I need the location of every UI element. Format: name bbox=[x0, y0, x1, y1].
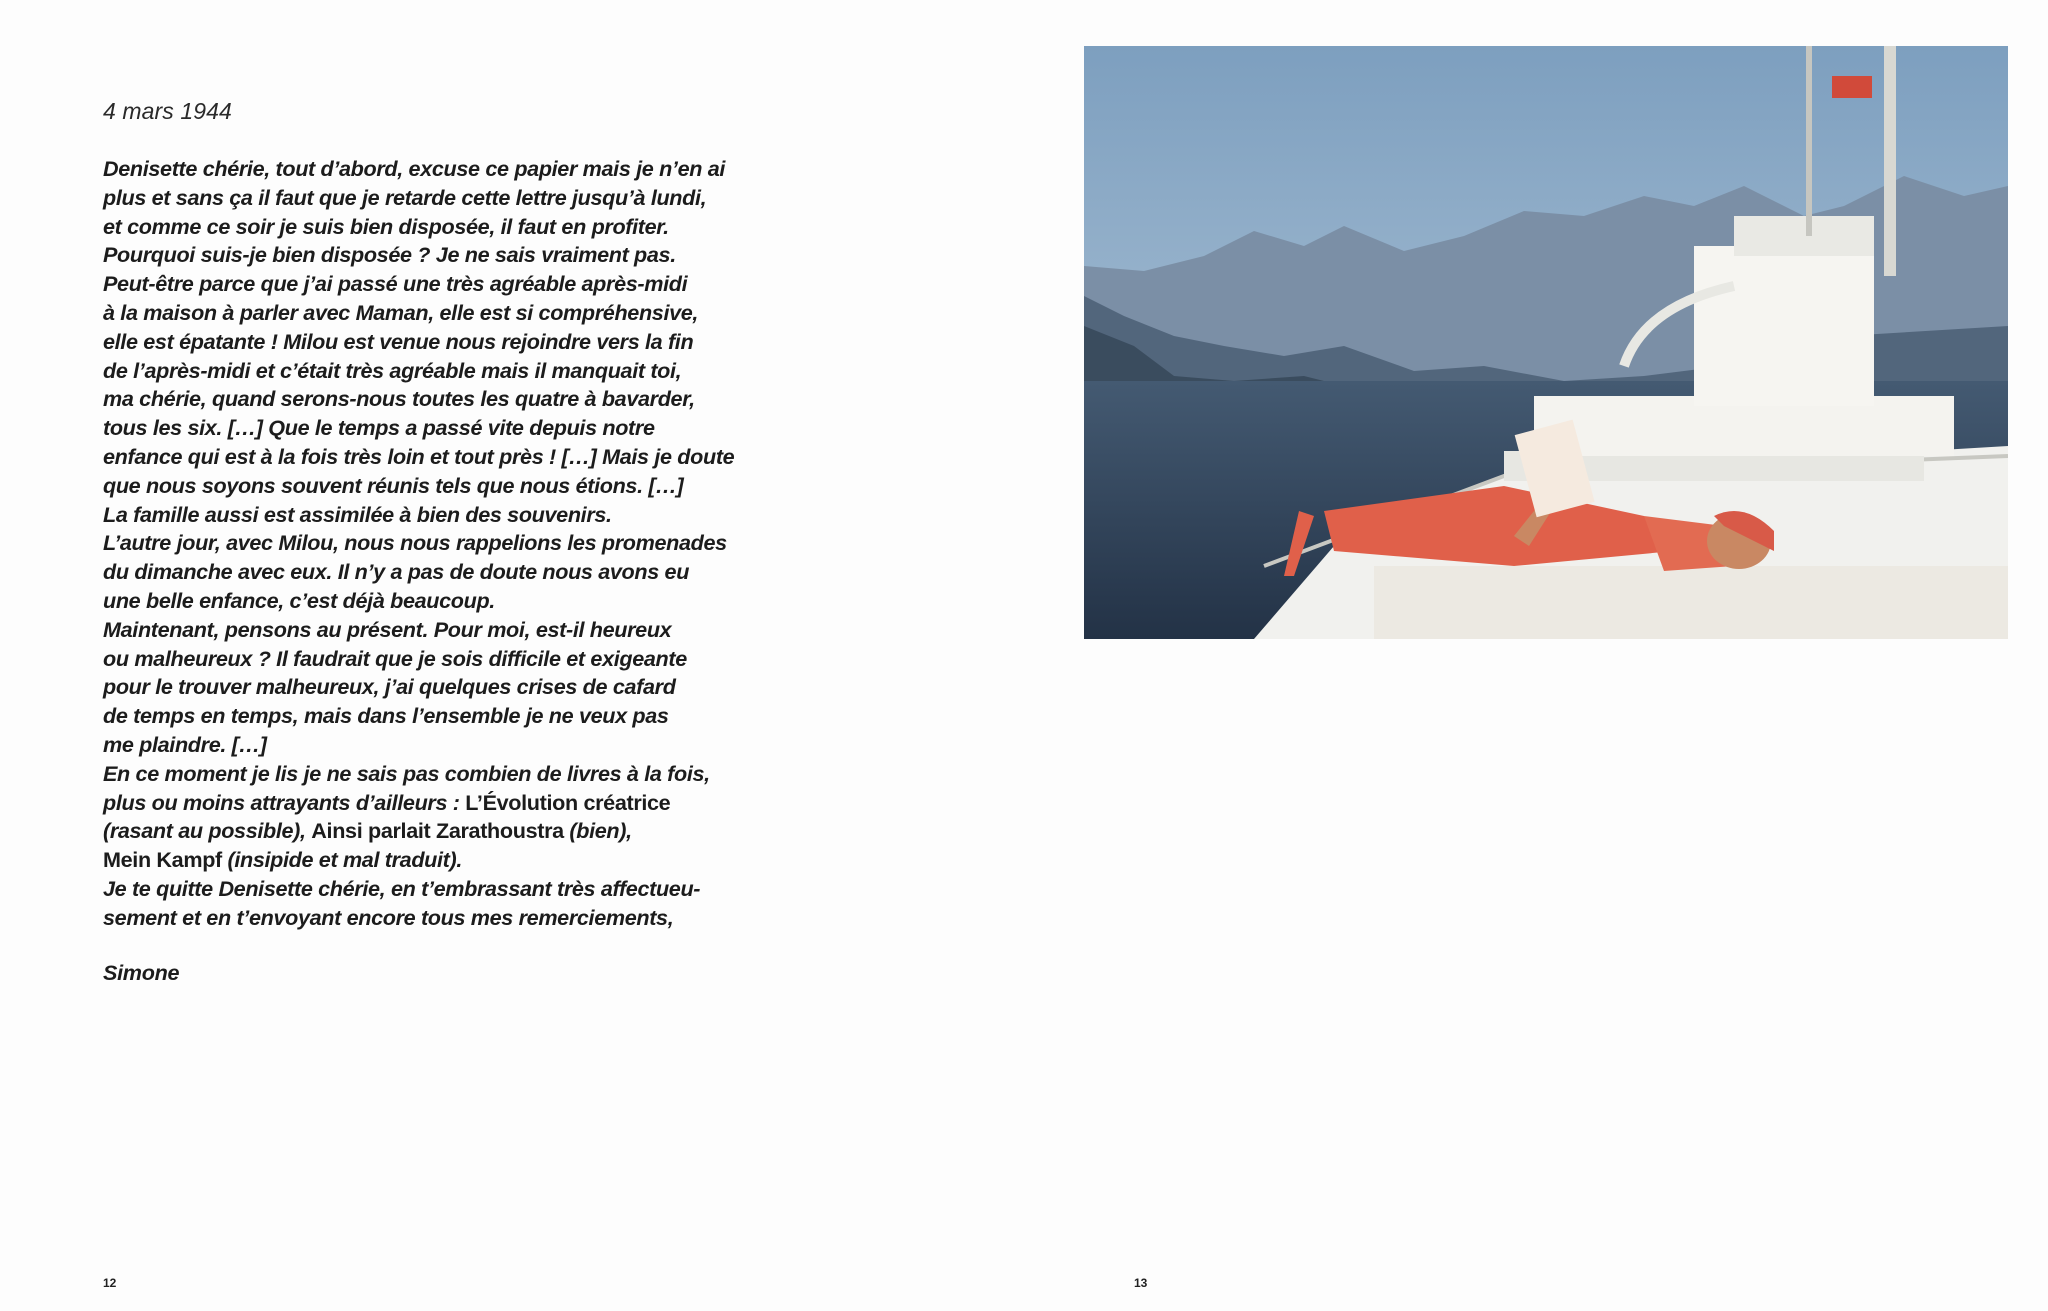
letter-line bbox=[103, 558, 803, 587]
letter-line bbox=[103, 875, 803, 904]
letter-text: que nous soyons souvent réunis tels que nous étions. […] bbox=[103, 472, 684, 498]
letter-line bbox=[103, 155, 803, 184]
letter-line bbox=[103, 529, 803, 558]
letter-text: sement et en t’envoyant encore tous mes remerciements, bbox=[103, 904, 674, 930]
right-page bbox=[1024, 0, 2048, 1311]
letter-line bbox=[103, 673, 803, 702]
letter-line bbox=[103, 789, 803, 818]
letter-body bbox=[103, 155, 803, 933]
letter-line bbox=[103, 904, 803, 933]
letter-text: à la maison à parler avec Maman, elle est si compréhensive, bbox=[103, 299, 699, 325]
letter-text: tous les six. […] Que le temps a passé vite depuis notre bbox=[103, 415, 655, 441]
letter-line bbox=[103, 385, 803, 414]
letter-text: La famille aussi est assimilée à bien des souvenirs. bbox=[103, 501, 612, 527]
letter-text: plus ou moins attrayants d’ailleurs : bbox=[103, 789, 466, 815]
letter-text: Je te quitte Denisette chérie, en t’embrassant très affectueu- bbox=[103, 875, 701, 901]
letter-text: de temps en temps, mais dans l’ensemble je ne veux pas bbox=[103, 703, 669, 729]
book-title: Mein Kampf bbox=[103, 847, 222, 873]
letter-text: elle est épatante ! Milou est venue nous rejoindre vers la fin bbox=[103, 328, 694, 354]
letter-line bbox=[103, 184, 803, 213]
letter-line bbox=[103, 587, 803, 616]
letter-text: ou malheureux ? Il faudrait que je sois difficile et exigeante bbox=[103, 645, 687, 671]
letter-text: de l’après-midi et c’était très agréable mais il manquait toi, bbox=[103, 357, 682, 383]
letter-line bbox=[103, 760, 803, 789]
letter-line bbox=[103, 270, 803, 299]
letter-line bbox=[103, 443, 803, 472]
letter-signature: Simone bbox=[103, 960, 180, 985]
letter-text: (bien), bbox=[563, 818, 632, 844]
letter-text: Pourquoi suis-je bien disposée ? Je ne sais vraiment pas. bbox=[103, 242, 676, 268]
letter-line bbox=[103, 616, 803, 645]
letter-line bbox=[103, 299, 803, 328]
letter-line bbox=[103, 414, 803, 443]
letter-text: pour le trouver malheureux, j’ai quelques crises de cafard bbox=[103, 674, 676, 700]
letter-text: (insipide et mal traduit). bbox=[221, 847, 462, 873]
letter-line bbox=[103, 817, 803, 846]
letter-text: plus et sans ça il faut que je retarde cette lettre jusqu’à lundi, bbox=[103, 184, 707, 210]
letter-line bbox=[103, 213, 803, 242]
letter-text: une belle enfance, c’est déjà beaucoup. bbox=[103, 587, 495, 613]
letter-date: 4 mars 1944 bbox=[103, 98, 232, 124]
boat-photo-illustration bbox=[1084, 46, 2008, 639]
book-title: Ainsi parlait Zarathoustra bbox=[311, 818, 564, 844]
page-number-left: 12 bbox=[103, 1276, 117, 1290]
letter-text: Peut-être parce que j’ai passé une très agréable après-midi bbox=[103, 271, 688, 297]
letter-line bbox=[103, 357, 803, 386]
letter-line bbox=[103, 472, 803, 501]
photo-woman-reading-on-boat bbox=[1084, 46, 2008, 639]
letter-text: du dimanche avec eux. Il n’y a pas de doute nous avons eu bbox=[103, 559, 690, 585]
letter-text: ma chérie, quand serons-nous toutes les quatre à bavarder, bbox=[103, 386, 695, 412]
letter-text: Maintenant, pensons au présent. Pour moi, est-il heureux bbox=[103, 616, 672, 642]
letter-line bbox=[103, 241, 803, 270]
letter-text: En ce moment je lis je ne sais pas combien de livres à la fois, bbox=[103, 760, 710, 786]
letter-text: me plaindre. […] bbox=[103, 731, 267, 757]
letter-line bbox=[103, 702, 803, 731]
letter-line bbox=[103, 731, 803, 760]
letter-text: enfance qui est à la fois très loin et tout près ! […] Mais je doute bbox=[103, 443, 735, 469]
letter-line bbox=[103, 645, 803, 674]
letter-text: (rasant au possible), bbox=[103, 818, 312, 844]
letter-line bbox=[103, 846, 803, 875]
letter-line bbox=[103, 501, 803, 530]
letter-text: L’autre jour, avec Milou, nous nous rappelions les promenades bbox=[103, 530, 727, 556]
page-number-right: 13 bbox=[1134, 1276, 1148, 1290]
letter-text: et comme ce soir je suis bien disposée, il faut en profiter. bbox=[103, 213, 669, 239]
letter-line bbox=[103, 328, 803, 357]
letter-text: Denisette chérie, tout d’abord, excuse ce papier mais je n’en ai bbox=[103, 156, 726, 181]
book-title: L’Évolution créatrice bbox=[465, 789, 671, 815]
